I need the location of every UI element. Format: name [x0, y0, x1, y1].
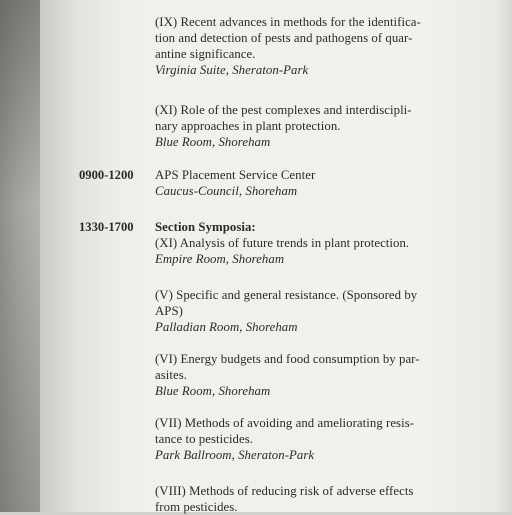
session-location: Blue Room, Shoreham — [155, 135, 271, 149]
session-location: Blue Room, Shoreham — [155, 384, 271, 398]
session-title-line: (IX) Recent advances in methods for the identifica- — [155, 15, 421, 29]
session-title-line: nary approaches in plant protection. — [155, 119, 341, 133]
session-title-line: (V) Specific and general resistance. (Sponsored by — [155, 288, 418, 302]
session-time: 0900-1200 — [79, 168, 134, 182]
session-title-line: APS Placement Service Center — [155, 168, 316, 182]
session-title-line: (XI) Analysis of future trends in plant protection. — [155, 236, 410, 250]
session-time: 1330-1700 — [79, 220, 134, 234]
session-location: Virginia Suite, Sheraton-Park — [155, 63, 309, 77]
session-title-line: (VIII) Methods of reducing risk of adverse effects — [155, 484, 414, 498]
session-title-line: from pesticides. — [155, 500, 238, 514]
session-title-line: (VII) Methods of avoiding and ameliorating resis- — [155, 416, 415, 430]
section-heading: Section Symposia: — [155, 220, 256, 234]
session-location: Park Ballroom, Sheraton-Park — [155, 448, 315, 462]
session-title-line: tion and detection of pests and pathogens of quar- — [155, 31, 413, 45]
session-title-line: (VI) Energy budgets and food consumption by par- — [155, 352, 420, 366]
session-title-line: antine significance. — [155, 47, 256, 61]
session-title-line: asites. — [155, 368, 187, 382]
session-title-line: tance to pesticides. — [155, 432, 254, 446]
session-location: Caucus-Council, Shoreham — [155, 184, 298, 198]
session-location: Palladian Room, Shoreham — [155, 320, 298, 334]
session-title-line: (XI) Role of the pest complexes and interdiscipli- — [155, 103, 412, 117]
session-title-line: APS) — [155, 304, 183, 318]
session-location: Empire Room, Shoreham — [155, 252, 285, 266]
